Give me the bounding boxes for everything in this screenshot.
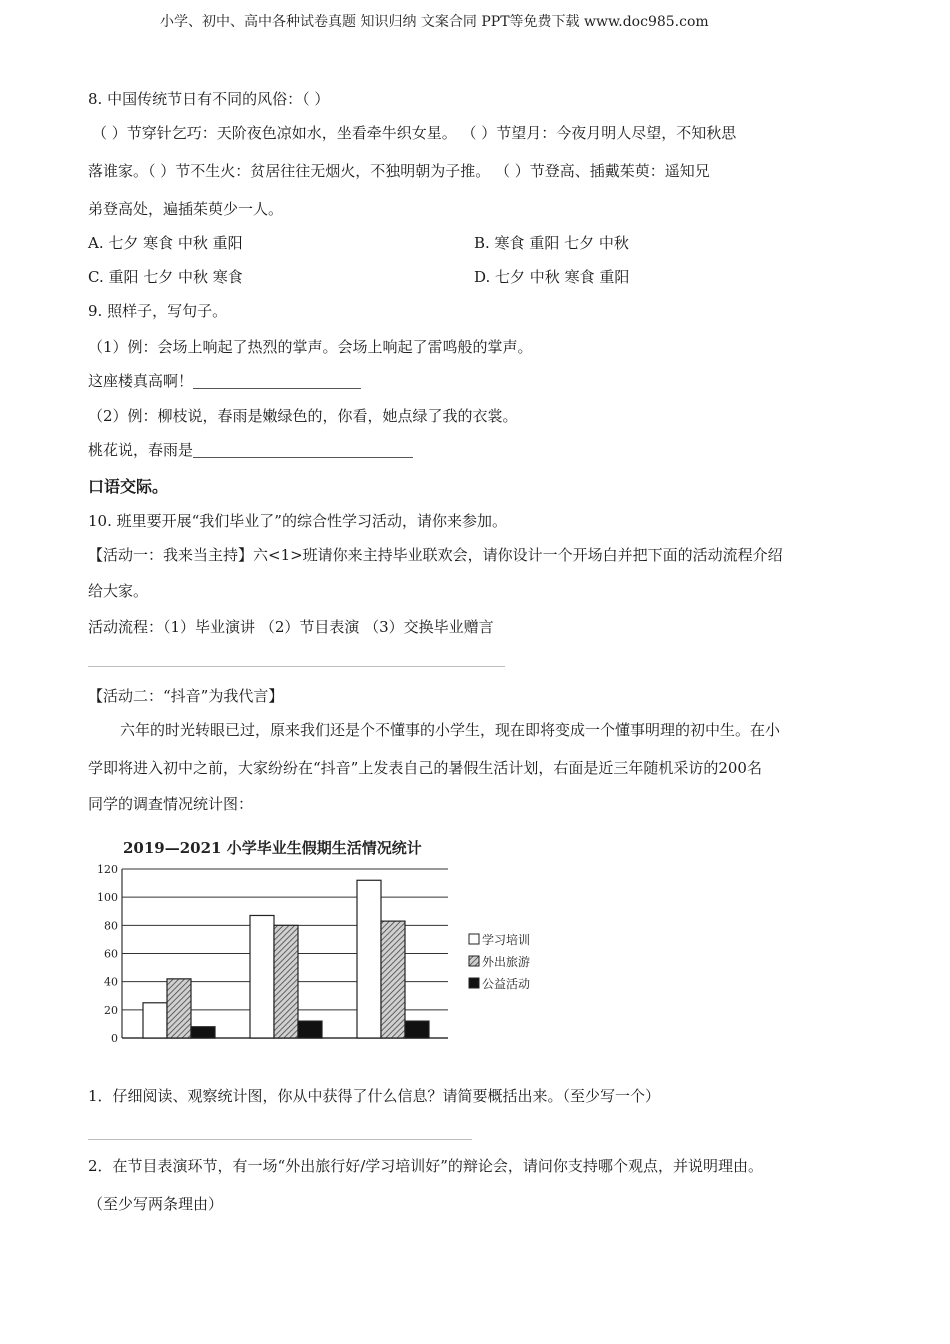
legend-swatch <box>469 956 479 966</box>
q8-line2: 落谁家。（ ）节不生火：贫居往往无烟火，不独明朝为子推。 （ ）节登高、插戴茱萸：遥知兄 <box>88 162 710 180</box>
y-tick-label: 80 <box>104 919 118 933</box>
sub-question-2-line2: （至少写两条理由） <box>88 1195 224 1213</box>
section-title: 口语交际。 <box>88 477 169 496</box>
q10-stem: 10. 班里要开展“我们毕业了”的综合性学习活动，请你来参加。 <box>88 512 507 530</box>
activity2-title: 【活动二：“抖音”为我代言】 <box>88 687 284 705</box>
q8-option-b: B. 寒食 重阳 七夕 中秋 <box>474 234 629 252</box>
legend-swatch <box>469 978 479 988</box>
q9-example-1: （1）例：会场上响起了热烈的掌声。会场上响起了雷鸣般的掌声。 <box>88 338 533 356</box>
intro-para-line2: 学即将进入初中之前，大家纷纷在“抖音”上发表自己的暑假生活计划，右面是近三年随机采访的200名 <box>88 759 762 777</box>
bar-2 <box>381 921 405 1038</box>
activity-flow: 活动流程：（1）毕业演讲 （2）节目表演 （3）交换毕业赠言 <box>88 618 494 636</box>
legend-label: 学习培训 <box>482 933 531 947</box>
sub-question-1: 1．仔细阅读、观察统计图，你从中获得了什么信息？请简要概括出来。（至少写一个） <box>88 1087 661 1105</box>
y-tick-label: 40 <box>104 975 118 989</box>
q9-prompt-2 <box>88 443 413 458</box>
page-header: 小学、初中、高中各种试卷真题 知识归纳 文案合同 PPT等免费下载 www.doc985.com <box>160 14 709 30</box>
intro-para-line1: 六年的时光转眼已过，原来我们还是个不懂事的小学生，现在即将变成一个懂事明理的初中生。在小 <box>120 721 781 739</box>
bar-2 <box>274 925 298 1038</box>
legend-label: 公益活动 <box>482 977 531 991</box>
y-tick-label: 20 <box>104 1003 118 1017</box>
q9-answer-line-1[interactable] <box>193 374 361 389</box>
q8-option-c: C. 重阳 七夕 中秋 寒食 <box>88 268 243 286</box>
legend-swatch <box>469 934 479 944</box>
bar-3 <box>191 1027 215 1038</box>
q9-example-2: （2）例：柳枝说，春雨是嫩绿色的，你看，她点绿了我的衣裳。 <box>88 407 518 425</box>
q9-answer-line-2[interactable] <box>193 443 413 458</box>
legend-label: 外出旅游 <box>482 955 531 969</box>
bar-3 <box>298 1021 322 1038</box>
y-tick-label: 120 <box>97 863 118 876</box>
chart-title: 2019—2021 小学毕业生假期生活情况统计 <box>123 839 422 857</box>
y-tick-label: 60 <box>104 947 118 961</box>
bar-1 <box>357 880 381 1038</box>
bar-2 <box>167 979 191 1038</box>
q8-stem: 8. 中国传统节日有不同的风俗：（ ） <box>88 90 330 108</box>
q8-option-d: D. 七夕 中秋 寒食 重阳 <box>474 268 630 286</box>
q9-stem: 9. 照样子，写句子。 <box>88 302 228 320</box>
q8-line3: 弟登高处，遍插茱萸少一人。 <box>88 200 284 218</box>
q9-prompt-1 <box>88 374 361 389</box>
bar-1 <box>143 1003 167 1038</box>
bar-3 <box>405 1021 429 1038</box>
y-tick-label: 0 <box>111 1032 118 1045</box>
q9-prompt-1-text: 这座楼真高啊！ <box>88 372 194 390</box>
q8-line1: （ ）节穿针乞巧：天阶夜色凉如水，坐看牵牛织女星。 （ ）节望月：今夜月明人尽望，不知秋思 <box>92 124 737 142</box>
bar-1 <box>250 915 274 1038</box>
intro-para-line3: 同学的调查情况统计图： <box>88 795 254 813</box>
y-tick-label: 100 <box>97 891 118 905</box>
sub-question-1-answer-line[interactable] <box>88 1139 472 1140</box>
q9-prompt-2-text: 桃花说，春雨是 <box>88 441 194 459</box>
bar-chart <box>86 828 546 1050</box>
activity1-line1: 【活动一：我来当主持】六<1>班请你来主持毕业联欢会，请你设计一个开场白并把下面的活动流程介绍 <box>88 546 783 564</box>
activity1-answer-line[interactable] <box>88 666 505 667</box>
q8-option-a: A. 七夕 寒食 中秋 重阳 <box>88 234 243 252</box>
activity1-line2: 给大家。 <box>88 582 149 600</box>
sub-question-2-line1: 2．在节目表演环节，有一场“外出旅行好/学习培训好”的辩论会，请问你支持哪个观点，并说明理由。 <box>88 1157 763 1175</box>
